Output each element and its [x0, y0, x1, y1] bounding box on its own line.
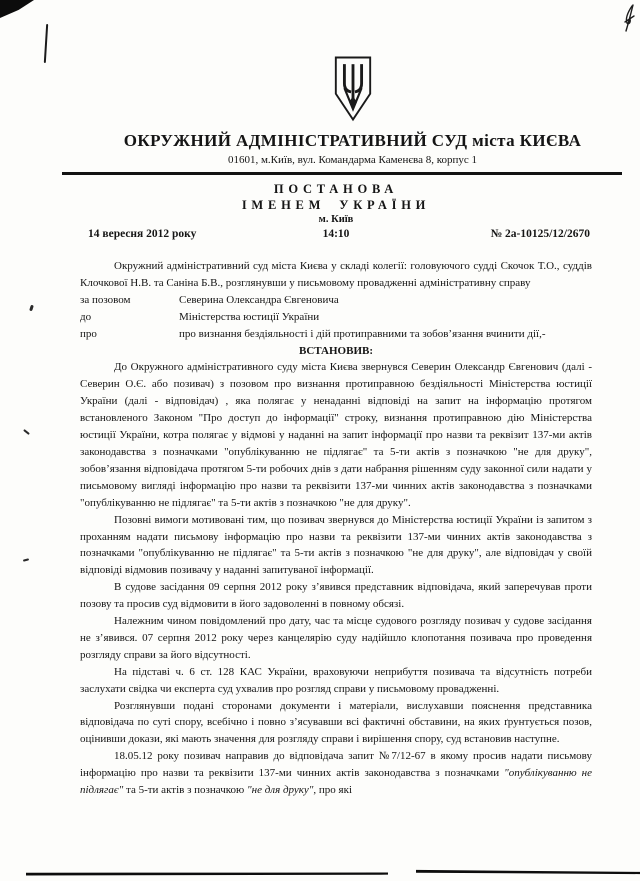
- body-paragraph-1: До Окружного адміністративного суду міста Києва звернувся Северин Олександр Євгенович (далі - Северин О.Є. або позивач) з позовом про визнання протиправною бездіяльності Міністерства юстиції України (далі - відповідач) , яка полягає у ненаданні відповіді на запит на інформацію протягом встановленого Законом "Про доступ до інформації" строку, визнання протиправною дію Міністерства юстиції України, котра полягає у відмові у наданні на запит інформації про назви та реквізит 137-ми актів законодавства з позначками "опублікуванню не підлягає" та 5-ти актів з позначкою "не для друку", зобов’язання відповідача протягом 5-ти робочих днів з дати набрання рішенням суду законної сили надати у письмовому вигляді інформацію про назви та реквізити 137-ми чинних актів законодавства з позначками "опублікуванню не підлягає" та 5-ти актів з позначкою "не для друку".: [80, 361, 592, 509]
- party-value: про визнання бездіяльності і дій протиправними та зобов’язання вчинити дії,-: [179, 327, 546, 340]
- margin-ink-mark: [29, 305, 34, 312]
- body-paragraph-7: [80, 748, 592, 799]
- decree-meta-row: [80, 228, 592, 240]
- party-row-defendant: [80, 309, 592, 326]
- party-value: Міністерства юстиції України: [179, 310, 320, 323]
- body-paragraph-6: Розглянувши подані сторонами документи і матеріали, вислухавши пояснення представника відповідача по суті спору, всебічно і повно з’ясувавши всі фактичні обставини, на яких ґрунтується позов, оцінивши докази, які мають значення для розгляду справи і вирішення спору, суд встановив наступне.: [80, 699, 592, 746]
- ukraine-coat-of-arms-icon: [332, 55, 374, 123]
- party-label: за позовом: [80, 293, 131, 306]
- scan-corner-fold-artifact: [0, 0, 34, 18]
- party-row-subject: [80, 326, 592, 343]
- margin-ink-mark: [23, 558, 29, 561]
- decree-subtitle: ІМЕНЕМ УКРАЇНИ: [241, 198, 431, 212]
- decree-time: 14:10: [322, 228, 350, 240]
- header-divider-line: [62, 172, 622, 175]
- established-heading: ВСТАНОВИВ:: [298, 344, 374, 357]
- decree-city: м. Київ: [318, 214, 354, 225]
- party-value: Северина Олександра Євгеновича: [179, 293, 339, 306]
- party-label: про: [80, 327, 97, 340]
- court-composition-paragraph: Окружний адміністративний суд міста Києва у складі колегії: головуючого судді Скочок Т.О., суддів Клочкової Н.В. та Саніна Б.В., розглянувши у письмовому провадженні адміністративну справу: [80, 260, 592, 289]
- paragraph-segment-italic: "не для друку": [247, 784, 314, 797]
- margin-ink-mark: [23, 429, 30, 435]
- decree-date: 14 вересня 2012 року: [88, 228, 197, 240]
- paragraph-segment: 18.05.12 року позивач направив до відповідача запит №7/12-67 в якому просив надати письмову інформацію про назви та реквізити 137-ми чинних актів законодавства з позначками: [80, 750, 592, 780]
- court-address: 01601, м.Київ, вул. Командарма Каменєва 8, корпус 1: [227, 154, 478, 166]
- party-row-plaintiff: [80, 292, 592, 309]
- decree-title-block: [80, 182, 592, 225]
- pen-stroke-mark: [44, 24, 48, 63]
- handwritten-mark: [620, 4, 638, 34]
- body-paragraph-4: Належним чином повідомлений про дату, час та місце судового розгляду позивач у судове засідання не з’явився. 07 серпня 2012 року через канцелярію суду надійшло клопотання позивача про проведення розгляду справи за його відсутності.: [80, 615, 592, 661]
- party-label: до: [80, 310, 92, 323]
- body-paragraph-3: В судове засідання 09 серпня 2012 року з’явився представник відповідача, який заперечував проти позову та просив суд відмовити в його задоволенні в повному обсязі.: [80, 581, 592, 611]
- case-number: № 2а-10125/12/2670: [490, 228, 590, 240]
- document-body: [80, 258, 592, 799]
- body-paragraph-2: Позовні вимоги мотивовані тим, що позивач звернувся до Міністерства юстиції України із запитом з проханням надати письмову інформацію про назви та реквізити 137-ми чинних актів законодавства з позначками "опублікуванню не підлягає" та 5-ти актів з позначкою "не для друку", але відповідач у своїй відповіді відмовив позивачу у наданні запитуваної інформації.: [80, 513, 592, 577]
- body-paragraph-5: На підставі ч. 6 ст. 128 КАС України, враховуючи неприбуття позивача та відсутність потреби заслухати свідка чи експерта суд ухвалив про розгляд справи у письмовому провадженні.: [80, 665, 592, 695]
- paragraph-segment: та 5-ти актів з позначкою: [123, 784, 248, 797]
- decree-title: ПОСТАНОВА: [273, 182, 399, 196]
- paragraph-segment: , про які: [313, 784, 353, 797]
- paragraph-segment-italic: "опублікуванню не підлягає": [80, 767, 592, 797]
- document-header: [80, 55, 625, 166]
- court-name: ОКРУЖНИЙ АДМІНІСТРАТИВНИЙ СУД міста КИЄВА: [123, 131, 582, 150]
- page-bottom-scan-shadow: [26, 872, 388, 877]
- page-bottom-scan-shadow: [416, 870, 640, 875]
